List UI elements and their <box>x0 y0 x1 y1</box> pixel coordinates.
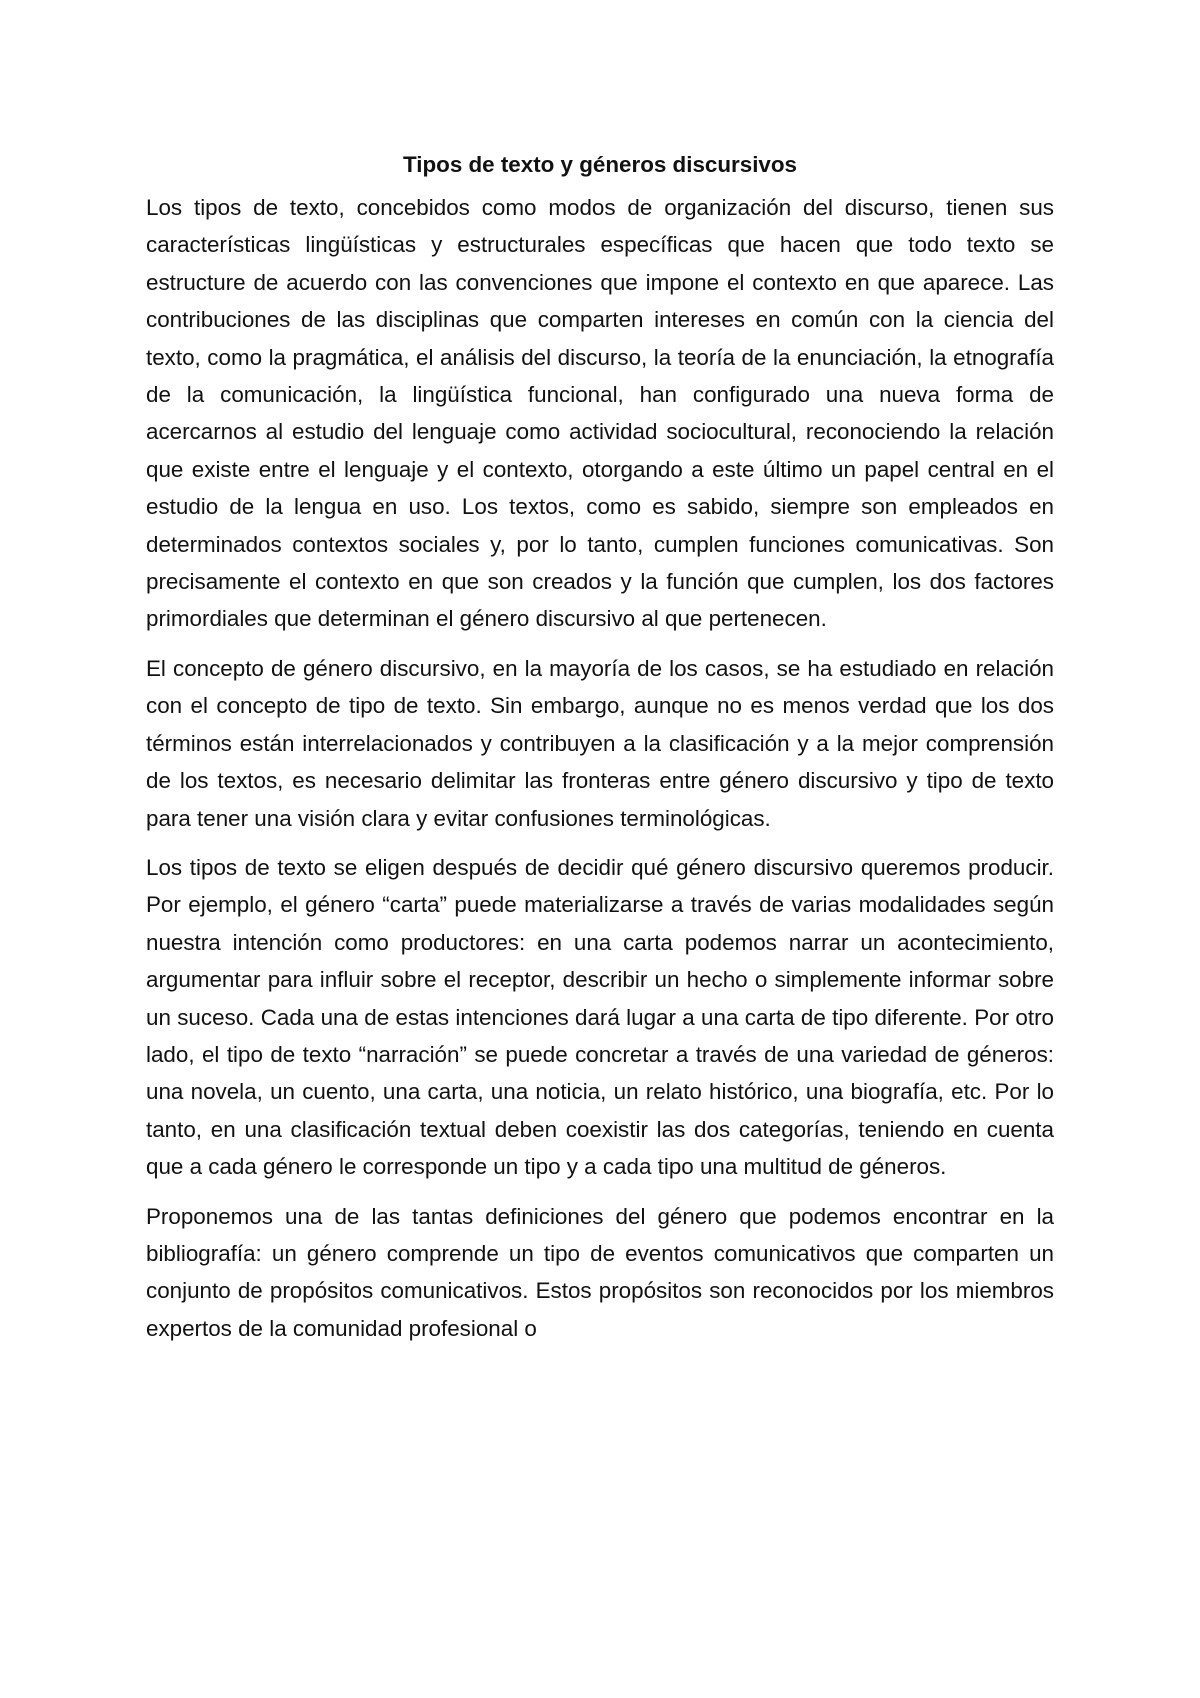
paragraph-3: Los tipos de texto se eligen después de decidir qué género discursivo queremos producir. Por ejemplo, el género “carta” puede materializarse a través de varias modalidades según nuestra intención como productores: en una carta podemos narrar un acontecimiento, argumentar para influir sobre el receptor, describir un hecho o simplemente informar sobre un suceso. Cada una de estas intenciones dará lugar a una carta de tipo diferente. Por otro lado, el tipo de texto “narración” se puede concretar a través de una variedad de géneros: una novela, un cuento, una carta, una noticia, un relato histórico, una biografía, etc. Por lo tanto, en una clasificación textual deben coexistir las dos categorías, teniendo en cuenta que a cada género le corresponde un tipo y a cada tipo una multitud de géneros. <box>146 854 1054 1180</box>
document-body <box>146 146 1054 1359</box>
document-title: Tipos de texto y géneros discursivos <box>402 152 798 177</box>
paragraph-2: El concepto de género discursivo, en la mayoría de los casos, se ha estudiado en relación con el concepto de tipo de texto. Sin embargo, aunque no es menos verdad que los dos términos están interrelacionados y contribuyen a la clasificación y a la mejor comprensión de los textos, es necesario delimitar las fronteras entre género discursivo y tipo de texto para tener una visión clara y evitar confusiones terminológicas. <box>146 655 1054 831</box>
paragraph-4: Proponemos una de las tantas definiciones del género que podemos encontrar en la bibliografía: un género comprende un tipo de eventos comunicativos que comparten un conjunto de propósitos comunicativos. Estos propósitos son reconocidos por los miembros expertos de la comunidad profesional o <box>146 1203 1054 1341</box>
paragraph-1: Los tipos de texto, concebidos como modos de organización del discurso, tienen sus características lingüísticas y estructurales específicas que hacen que todo texto se estructure de acuerdo con las convenciones que impone el contexto en que aparece. Las contribuciones de las disciplinas que comparten intereses en común con la ciencia del texto, como la pragmática, el análisis del discurso, la teoría de la enunciación, la etnografía de la comunicación, la lingüística funcional, han configurado una nueva forma de acercarnos al estudio del lenguaje como actividad sociocultural, reconociendo la relación que existe entre el lenguaje y el contexto, otorgando a este último un papel central en el estudio de la lengua en uso. Los textos, como es sabido, siempre son empleados en determinados contextos sociales y, por lo tanto, cumplen funciones comunicativas. Son precisamente el contexto en que son creados y la función que cumplen, los dos factores primordiales que determinan el género discursivo al que pertenecen. <box>146 195 1054 632</box>
